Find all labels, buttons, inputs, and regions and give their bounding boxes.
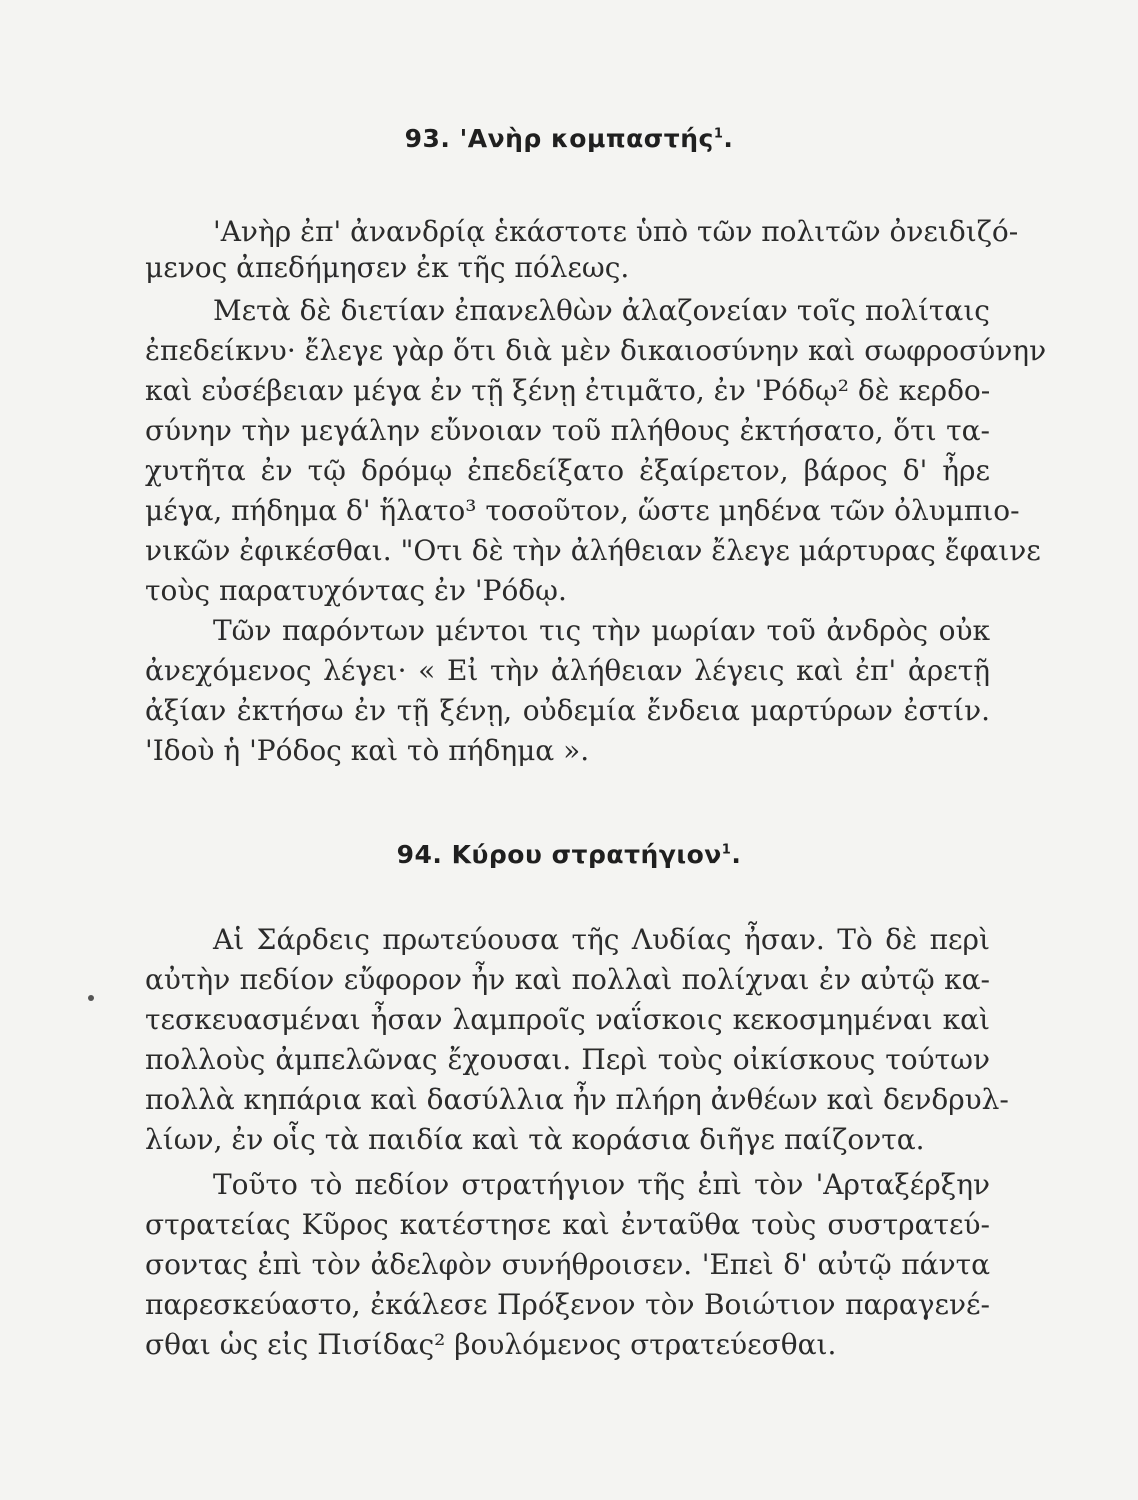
section-94-title: Κύρου στρατήγιον xyxy=(451,840,722,869)
section-94-line: σθαι ὡς εἰς Πισίδας² βουλόμενος στρατεύεσθαι. xyxy=(145,1328,837,1361)
section-93-line: νικῶν ἐφικέσθαι. "Οτι δὲ τὴν ἀλήθειαν ἔλεγε μάρτυρας ἔφαινε xyxy=(145,534,1041,567)
section-93-line: 'Ανὴρ ἐπ' ἀνανδρίᾳ ἑκάστοτε ὑπὸ τῶν πολιτῶν ὀνειδιζό- xyxy=(213,215,1019,248)
section-93-line: 'Ιδοὺ ἡ 'Ρόδος καὶ τὸ πήδημα ». xyxy=(145,734,590,767)
section-94-heading: 94. Κύρου στρατήγιον$^1$. xyxy=(396,840,742,869)
section-93-line: Τῶν παρόντων μέντοι τις τὴν μωρίαν τοῦ ἀνδρὸς οὐκ xyxy=(213,614,990,647)
section-93-number: 93. xyxy=(404,124,451,153)
section-94-line: αὐτὴν πεδίον εὔφορον ἦν καὶ πολλαὶ πολίχναι ἐν αὐτῷ κα- xyxy=(145,963,990,996)
section-93-footnote-mark: 1 xyxy=(713,126,724,142)
section-93-line: μενος ἀπεδήμησεν ἐκ τῆς πόλεως. xyxy=(145,251,630,284)
section-93-line: ἀνεχόμενος λέγει· « Εἰ τὴν ἀλήθειαν λέγεις καὶ ἐπ' ἀρετῇ xyxy=(145,654,990,687)
section-93-line: τοὺς παρατυχόντας ἐν 'Ρόδῳ. xyxy=(145,574,567,607)
section-94-line: σοντας ἐπὶ τὸν ἀδελφὸν συνήθροισεν. 'Επεὶ δ' αὐτῷ πάντα xyxy=(145,1248,990,1281)
section-94-line: πολλὰ κηπάρια καὶ δασύλλια ἦν πλήρη ἀνθέων καὶ δενδρυλ- xyxy=(145,1083,1009,1116)
section-93-line: σύνην τὴν μεγάλην εὔνοιαν τοῦ πλήθους ἐκτήσατο, ὅτι τα- xyxy=(145,414,990,447)
section-94-line: τεσκευασμέναι ἦσαν λαμπροῖς ναΐσκοις κεκοσμημέναι καὶ xyxy=(145,1003,990,1036)
section-94-line: Αἱ Σάρδεις πρωτεύουσα τῆς Λυδίας ἦσαν. Τὸ δὲ περὶ xyxy=(213,923,990,956)
section-94-line: πολλοὺς ἀμπελῶνας ἔχουσαι. Περὶ τοὺς οἰκίσκους τούτων xyxy=(145,1043,990,1076)
section-93-line: ἐπεδείκνυ· ἔλεγε γὰρ ὅτι διὰ μὲν δικαιοσύνην καὶ σωφροσύνην xyxy=(145,334,1047,367)
section-93-line: χυτῆτα ἐν τῷ δρόμῳ ἐπεδείξατο ἐξαίρετον, βάρος δ' ἦρε xyxy=(145,454,990,487)
section-93-title: 'Ανὴρ κομπαστής xyxy=(459,124,714,153)
section-94-footnote-mark: 1 xyxy=(721,842,732,858)
section-93-line: καὶ εὐσέβειαν μέγα ἐν τῇ ξένῃ ἐτιμᾶτο, ἐν 'Ρόδῳ² δὲ κερδο- xyxy=(145,374,991,407)
scan-speck xyxy=(88,995,94,1001)
section-93-line: ἀξίαν ἐκτήσω ἐν τῇ ξένῃ, οὐδεμία ἔνδεια μαρτύρων ἐστίν. xyxy=(145,694,990,727)
section-93-heading: 93. 'Ανὴρ κομπαστής$^1$. xyxy=(404,124,734,153)
section-93-line: Μετὰ δὲ διετίαν ἐπανελθὼν ἀλαζονείαν τοῖς πολίταις xyxy=(213,294,990,327)
section-94-line: παρεσκεύαστο, ἐκάλεσε Πρόξενον τὸν Βοιώτιον παραγενέ- xyxy=(145,1288,990,1321)
section-94-number: 94. xyxy=(396,840,443,869)
section-94-line: λίων, ἐν οἷς τὰ παιδία καὶ τὰ κοράσια διῆγε παίζοντα. xyxy=(145,1123,925,1156)
section-94-line: στρατείας Κῦρος κατέστησε καὶ ἐνταῦθα τοὺς συστρατεύ- xyxy=(145,1208,990,1241)
section-93-line: μέγα, πήδημα δ' ἥλατο³ τοσοῦτον, ὥστε μηδένα τῶν ὀλυμπιο- xyxy=(145,494,1020,527)
section-94-line: Τοῦτο τὸ πεδίον στρατήγιον τῆς ἐπὶ τὸν 'Αρταξέρξην xyxy=(213,1168,990,1201)
